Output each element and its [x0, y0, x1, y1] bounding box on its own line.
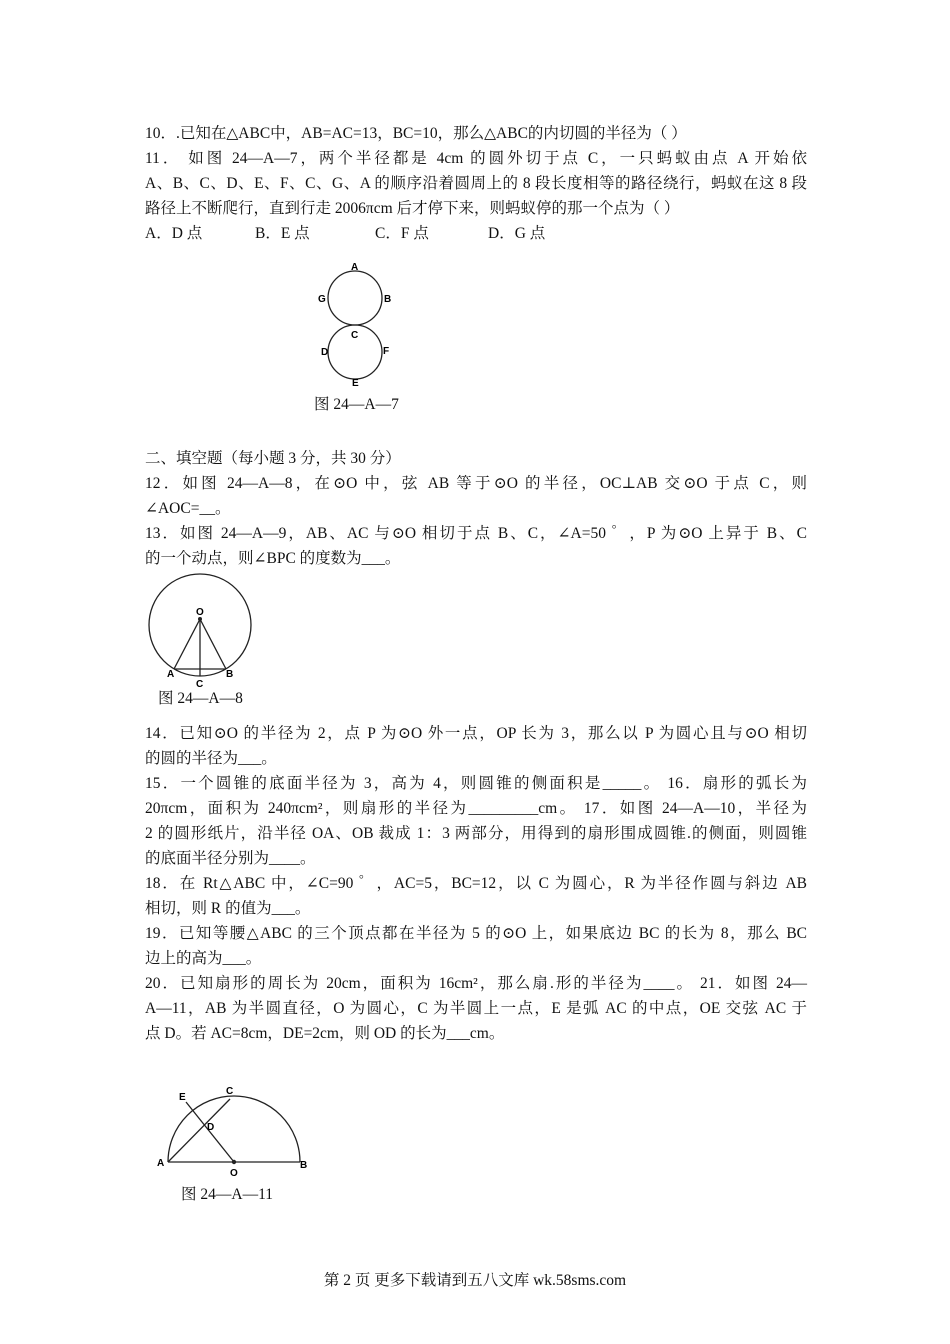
fig7-label-f: F — [383, 346, 390, 357]
question-11-line-3: 路径上不断爬行，直到行走 2006πcm 后才停下来，则蚂蚁停的那一个点为（ ） — [145, 200, 680, 217]
figure-7-caption: 图 24—A—7 — [314, 396, 399, 413]
question-20-line-3: 点 D。若 AC=8cm，DE=2cm，则 OD 的长为___cm。 — [145, 1025, 505, 1042]
section-2-heading: 二、填空题（每小题 3 分，共 30 分） — [145, 450, 401, 467]
fig8-label-a: A — [167, 669, 175, 680]
question-15-line-2: 20πcm，面积为 240πcm²，则扇形的半径为_________cm。 17．如图 24—A—10，半径为 — [145, 800, 807, 817]
fig11-label-a: A — [157, 1158, 165, 1169]
question-10: 10．.已知在△ABC中，AB=AC=13，BC=10，那么△ABC的内切圆的半径为（ ） — [145, 125, 687, 142]
question-20-line-2: A—11，AB 为半圆直径，O 为圆心，C 为半圆上一点，E 是弧 AC 的中点，OE 交弦 AC 于 — [145, 1000, 807, 1017]
question-13-line-2: 的一个动点，则∠BPC 的度数为___。 — [145, 550, 401, 567]
option-d: D．G 点 — [488, 225, 546, 242]
option-a: A．D 点 — [145, 225, 203, 242]
question-19-line-1: 19．已知等腰△ABC 的三个顶点都在半径为 5 的⊙O 上，如果底边 BC 的长为 8，那么 BC — [145, 925, 807, 942]
question-15-line-4: 的底面半径分别为____。 — [145, 850, 316, 867]
question-11-line-2: A、B、C、D、E、F、C、G、A 的顺序沿着圆周上的 8 段长度相等的路径绕行，蚂蚁在这 8 段 — [145, 175, 807, 192]
fig11-label-e: E — [179, 1092, 186, 1103]
fig11-label-b: B — [300, 1160, 308, 1171]
question-11-line-1: 11． 如图 24—A—7，两个半径都是 4cm 的圆外切于点 C，一只蚂蚁由点 A 开始依 — [145, 150, 807, 167]
figure-8-diagram — [140, 573, 260, 688]
fig8-label-o: O — [196, 607, 204, 618]
fig8-label-c: C — [196, 679, 204, 688]
question-13-line-1: 13．如图 24—A—9，AB、AC 与⊙O 相切于点 B、C，∠A=50 ゜，P 为⊙O 上异于 B、C — [145, 525, 807, 542]
fig7-label-b: B — [384, 294, 392, 305]
fig7-label-g: G — [318, 294, 326, 305]
fig7-label-c: C — [351, 330, 359, 341]
fig7-label-e: E — [352, 378, 359, 389]
question-12-line-1: 12．如图 24—A—8，在⊙O 中，弦 AB 等于⊙O 的半径，OC⊥AB 交⊙O 于点 C，则 — [145, 475, 807, 492]
fig7-label-d: D — [321, 347, 329, 358]
fig8-label-b: B — [226, 669, 234, 680]
figure-11-diagram — [150, 1082, 320, 1177]
fig7-label-a: A — [351, 262, 359, 273]
question-14-line-2: 的圆的半径为___。 — [145, 750, 277, 767]
question-18-line-1: 18．在 Rt△ABC 中，∠C=90 ゜，AC=5，BC=12，以 C 为圆心，R 为半径作圆与斜边 AB — [145, 875, 807, 892]
option-b: B．E 点 — [255, 225, 310, 242]
figure-24-a-7 — [310, 258, 400, 395]
question-15-line-1: 15．一个圆锥的底面半径为 3，高为 4，则圆锥的侧面积是_____。 16．扇形的弧长为 — [145, 775, 807, 792]
figure-8-caption: 图 24—A—8 — [158, 690, 243, 707]
question-19-line-2: 边上的高为___。 — [145, 950, 262, 967]
question-14-line-1: 14．已知⊙O 的半径为 2，点 P 为⊙O 外一点，OP 长为 3，那么以 P 为圆心且与⊙O 相切 — [145, 725, 807, 742]
question-20-line-1: 20．已知扇形的周长为 20cm，面积为 16cm²，那么扇.形的半径为____。 21．如图 24— — [145, 975, 807, 992]
question-12-line-2: ∠AOC=__。 — [145, 500, 231, 517]
question-18-line-2: 相切，则 R 的值为___。 — [145, 900, 311, 917]
figure-11-caption: 图 24—A—11 — [181, 1186, 273, 1203]
fig11-label-o: O — [230, 1168, 238, 1177]
question-15-line-3: 2 的圆形纸片，沿半径 OA、OB 裁成 1：3 两部分，用得到的扇形围成圆锥.的侧面，则圆锥 — [145, 825, 807, 842]
page-footer: 第 2 页 更多下载请到五八文库 wk.58sms.com — [323, 1272, 627, 1289]
fig11-label-c: C — [226, 1086, 234, 1097]
figure-24-a-11 — [150, 1082, 320, 1182]
option-c: C．F 点 — [375, 225, 429, 242]
figure-7-diagram — [310, 258, 400, 390]
fig11-label-d: D — [207, 1122, 215, 1133]
figure-24-a-8 — [140, 573, 260, 693]
